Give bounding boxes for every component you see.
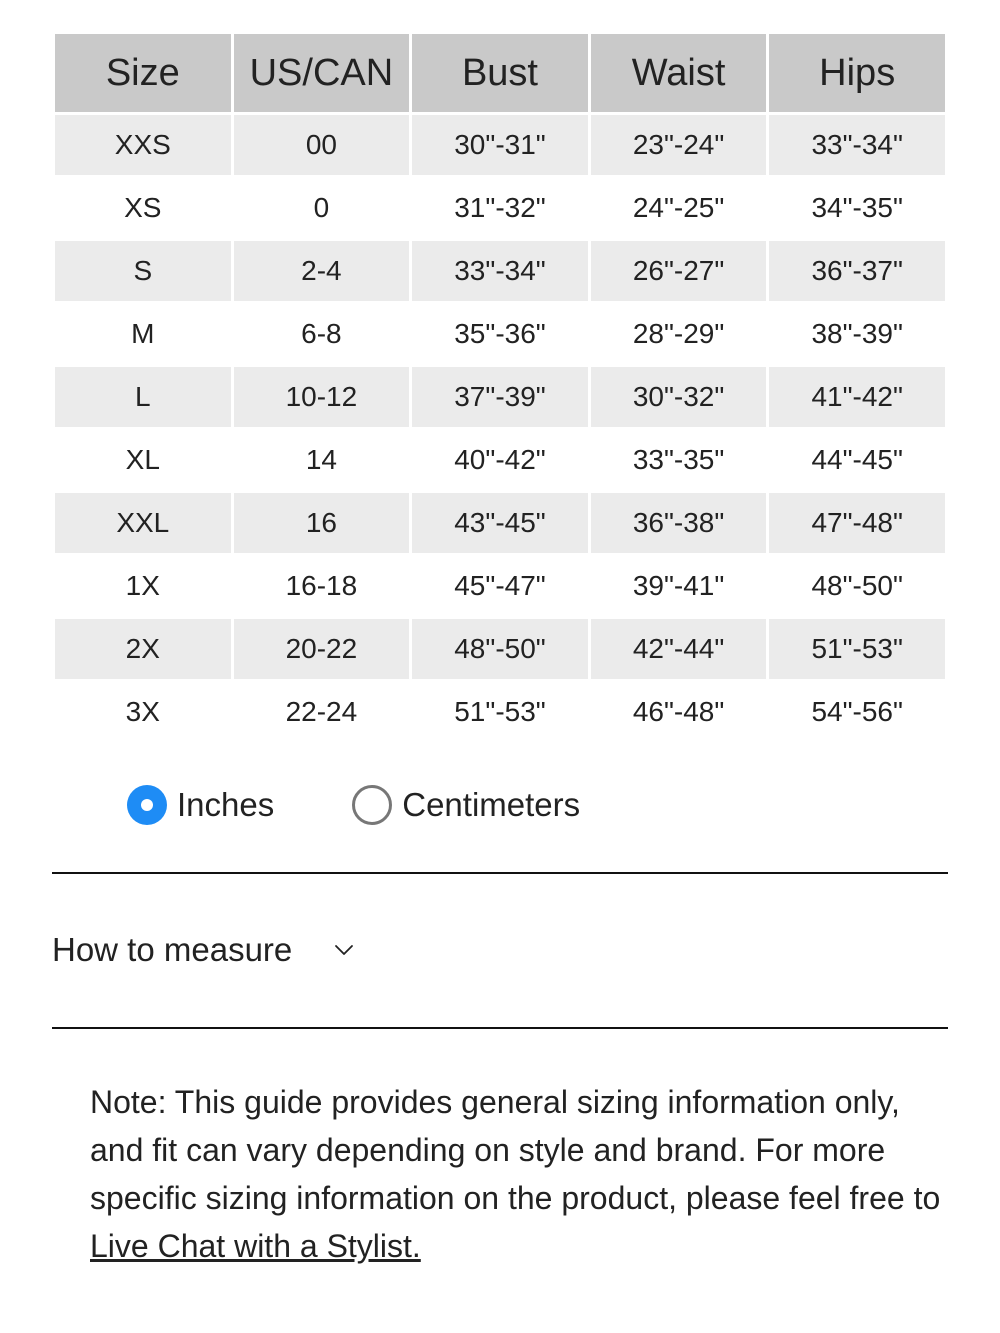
note-body: This guide provides general sizing information only, and fit can vary depending on style and brand. For more specific sizing information on the product, please feel free to (90, 1084, 941, 1216)
cell-waist: 42"-44" (591, 619, 767, 679)
cell-waist: 46"-48" (591, 682, 767, 742)
cell-hips: 34"-35" (769, 178, 945, 238)
cell-hips: 47"-48" (769, 493, 945, 553)
cell-bust: 48"-50" (412, 619, 588, 679)
cell-bust: 51"-53" (412, 682, 588, 742)
cell-us-can: 16 (234, 493, 410, 553)
table-row (55, 304, 945, 364)
divider (52, 1027, 948, 1029)
cell-bust: 43"-45" (412, 493, 588, 553)
how-to-measure-label[interactable]: How to measure (52, 931, 293, 968)
cell-us-can: 10-12 (234, 367, 410, 427)
cell-size: 2X (55, 619, 231, 679)
cell-size: XXL (55, 493, 231, 553)
cell-hips: 44"-45" (769, 430, 945, 490)
cell-hips: 38"-39" (769, 304, 945, 364)
column-header-bust: Bust (412, 34, 588, 112)
unit-option-centimeters[interactable] (352, 785, 580, 825)
centimeters-radio[interactable] (352, 785, 392, 825)
cell-bust: 35"-36" (412, 304, 588, 364)
table-row (55, 178, 945, 238)
cell-bust: 33"-34" (412, 241, 588, 301)
cell-hips: 36"-37" (769, 241, 945, 301)
cell-us-can: 00 (234, 115, 410, 175)
cell-us-can: 6-8 (234, 304, 410, 364)
cell-hips: 51"-53" (769, 619, 945, 679)
table-row (55, 367, 945, 427)
table-row (55, 682, 945, 742)
table-row (55, 493, 945, 553)
unit-option-inches[interactable] (127, 785, 274, 825)
cell-size: 3X (55, 682, 231, 742)
cell-hips: 54"-56" (769, 682, 945, 742)
cell-size: M (55, 304, 231, 364)
cell-us-can: 2-4 (234, 241, 410, 301)
unit-selector (127, 780, 580, 830)
cell-hips: 48"-50" (769, 556, 945, 616)
how-to-measure-toggle[interactable] (52, 925, 354, 975)
cell-waist: 26"-27" (591, 241, 767, 301)
cell-hips: 33"-34" (769, 115, 945, 175)
cell-waist: 23"-24" (591, 115, 767, 175)
cell-size: XS (55, 178, 231, 238)
cell-us-can: 0 (234, 178, 410, 238)
cell-size: XL (55, 430, 231, 490)
cell-waist: 30"-32" (591, 367, 767, 427)
cell-bust: 31"-32" (412, 178, 588, 238)
cell-us-can: 14 (234, 430, 410, 490)
table-header-row (55, 34, 945, 112)
cell-us-can: 16-18 (234, 556, 410, 616)
column-header-us-can: US/CAN (234, 34, 410, 112)
cell-hips: 41"-42" (769, 367, 945, 427)
note-prefix: Note: (90, 1084, 167, 1120)
cell-bust: 40"-42" (412, 430, 588, 490)
table-row (55, 241, 945, 301)
size-chart-table (52, 31, 948, 745)
cell-size: L (55, 367, 231, 427)
table-row (55, 430, 945, 490)
live-chat-link[interactable]: Live Chat with a Stylist. (90, 1228, 421, 1264)
cell-us-can: 22-24 (234, 682, 410, 742)
cell-bust: 30"-31" (412, 115, 588, 175)
cell-size: S (55, 241, 231, 301)
cell-size: 1X (55, 556, 231, 616)
cell-waist: 36"-38" (591, 493, 767, 553)
cell-waist: 33"-35" (591, 430, 767, 490)
divider (52, 872, 948, 874)
inches-label[interactable]: Inches (177, 786, 275, 823)
column-header-waist: Waist (591, 34, 767, 112)
cell-bust: 45"-47" (412, 556, 588, 616)
table-row (55, 115, 945, 175)
table-row (55, 619, 945, 679)
cell-waist: 39"-41" (591, 556, 767, 616)
cell-bust: 37"-39" (412, 367, 588, 427)
cell-waist: 28"-29" (591, 304, 767, 364)
column-header-hips: Hips (769, 34, 945, 112)
cell-us-can: 20-22 (234, 619, 410, 679)
sizing-note (90, 1078, 950, 1270)
centimeters-label[interactable]: Centimeters (402, 786, 581, 823)
chevron-down-icon[interactable] (334, 943, 354, 957)
column-header-size: Size (55, 34, 231, 112)
cell-waist: 24"-25" (591, 178, 767, 238)
table-row (55, 556, 945, 616)
inches-radio[interactable] (127, 785, 167, 825)
cell-size: XXS (55, 115, 231, 175)
